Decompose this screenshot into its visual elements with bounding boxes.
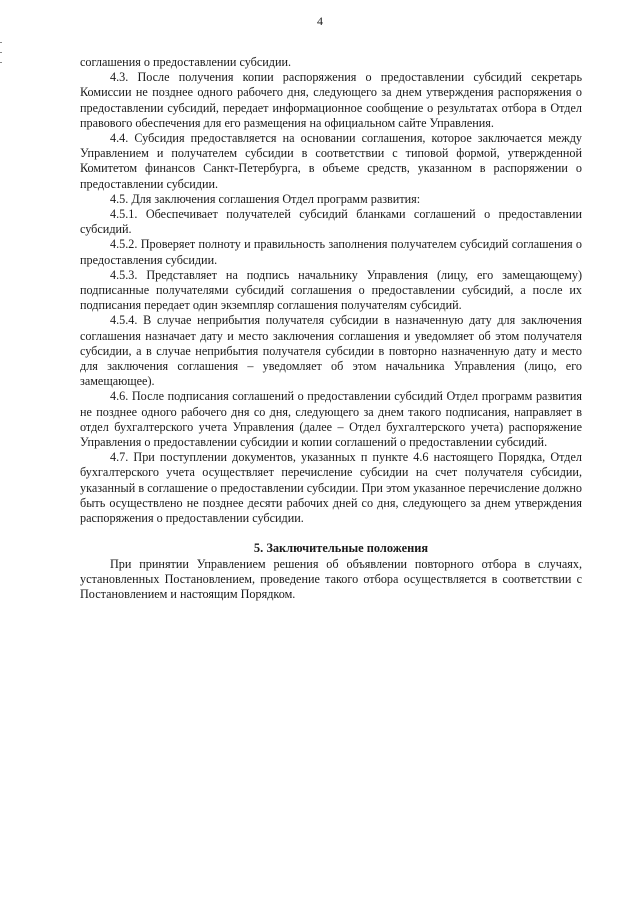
section-spacer [80,526,582,541]
paragraph-4-5-2: 4.5.2. Проверяет полноту и правильность заполнения получателем субсидий соглашения о предоставления субсидии. [80,237,582,267]
paragraph-4-5: 4.5. Для заключения соглашения Отдел программ развития: [110,191,421,206]
paragraph-4-3: 4.3. После получения копии распоряжения о предоставлении субсидий секретарь Комиссии не позднее одного рабочего дня, следующего за днем утверждения распоряжения о предоставлении субсидий, передает информационное сообщение о результатах отбора в Отдел правового обеспечения для его размещения на официальном сайте Управления. [80,70,582,130]
paragraph-4-7: 4.7. При поступлении документов, указанных п пункте 4.6 настоящего Порядка, Отдел бухгалтерского учета осуществляет перечисление субсидии на счет получателя субсидии, указанный в соглашение о предоставлении субсидии. При этом указанное перечисление должно быть осуществлено не позднее десяти рабочих дней со дня, следующего за днем утверждения распоряжения о предоставлении субсидии. [80,450,582,526]
paragraph-4-6: 4.6. После подписания соглашений о предоставлении субсидий Отдел программ развития не позднее одного рабочего дня со дня, следующего за днем такого подписания, направляет в отдел бухгалтерского учета Управления (далее – Отдел бухгалтерского учета) распоряжение Управления о предоставлении субсидии и копии соглашений о предоставлении субсидий. [80,389,582,450]
section-5-heading: 5. Заключительные положения [253,541,429,556]
document-body [80,55,582,602]
paragraph-4-5-3: 4.5.3. Представляет на подпись начальнику Управления (лицу, его замещающему) подписанные получателями субсидий соглашения о предоставлении субсидий, а после их подписания передает один экземпляр соглашения получателям субсидий. [80,267,582,313]
paragraph-4-5-4: 4.5.4. В случае неприбытия получателя субсидии в назначенную дату для заключения соглашения назначает дату и место заключения соглашения и уведомляет об этом получателя субсидии, а в случае неприбытия получателя субсидии в повторно назначенную дату и место для заключения соглашения – уведомляет об этом начальника Управления (лицо, его замещающее). [80,313,582,389]
paragraph-5: При принятии Управлением решения об объявлении повторного отбора в случаях, установленных Постановлением, проведение такого отбора осуществляется в соответствии с Постановлением и настоящим Порядком. [80,556,582,601]
paragraph-4-4: 4.4. Субсидия предоставляется на основании соглашения, которое заключается между Управлением и получателем субсидии в соответствии с типовой формой, утвержденной Комитетом финансов Санкт-Петербурга, в объеме средств, указанном в распоряжении о предоставлении субсидии. [80,131,582,191]
page-number: 4 [317,14,323,28]
paragraph-4-5-1: 4.5.1. Обеспечивает получателей субсидий бланками соглашений о предоставлении субсидий. [80,207,582,237]
scan-edge-marks [0,42,3,82]
paragraph-continuation: соглашения о предоставлении субсидии. [80,55,292,69]
